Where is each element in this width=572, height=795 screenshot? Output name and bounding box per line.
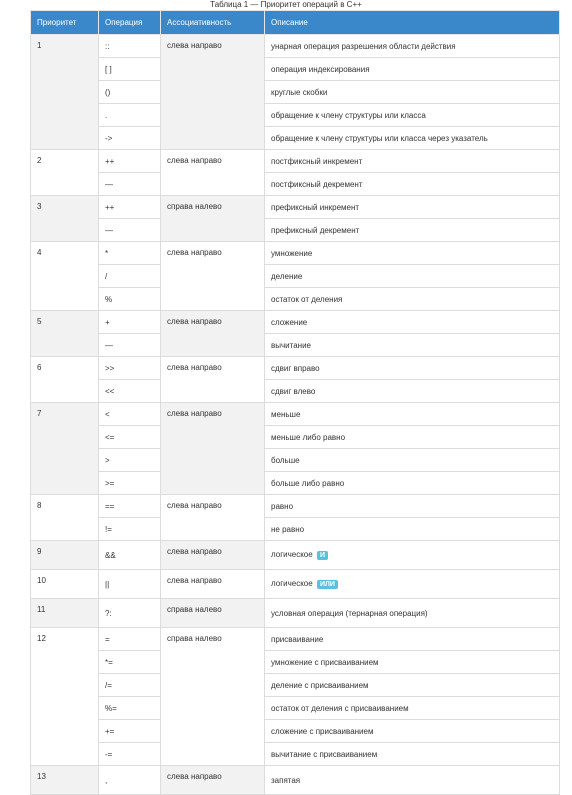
table-row xyxy=(31,150,560,173)
table-row xyxy=(31,196,560,219)
associativity-cell: справа налево xyxy=(161,599,265,628)
priority-group xyxy=(31,196,560,242)
header-operation: Операция xyxy=(99,11,161,35)
table-row xyxy=(31,380,560,403)
operation-cell: -> xyxy=(99,127,161,150)
operation-cell: -= xyxy=(99,743,161,766)
description-cell xyxy=(265,697,560,720)
description-cell xyxy=(265,651,560,674)
table-row xyxy=(31,766,560,795)
associativity-cell: справа налево xyxy=(161,196,265,242)
description-cell xyxy=(265,196,560,219)
description-text: обращение к члену структуры или класса xyxy=(271,110,426,120)
description-cell xyxy=(265,472,560,495)
description-cell xyxy=(265,720,560,743)
description-text: префиксный инкремент xyxy=(271,202,360,212)
table-caption: Таблица 1 — Приоритет операций в C++ xyxy=(210,0,362,9)
priority-cell: 5 xyxy=(31,311,99,357)
description-text: логическое xyxy=(271,550,313,560)
table-row xyxy=(31,541,560,570)
operation-cell: / xyxy=(99,265,161,288)
table-row xyxy=(31,599,560,628)
description-cell xyxy=(265,219,560,242)
description-cell xyxy=(265,81,560,104)
priority-cell: 4 xyxy=(31,242,99,311)
description-text: деление xyxy=(271,271,303,281)
operation-cell: != xyxy=(99,518,161,541)
priority-group xyxy=(31,570,560,599)
keyword-badge: И xyxy=(317,551,328,560)
table-row xyxy=(31,58,560,81)
table-row xyxy=(31,472,560,495)
description-text: сложение xyxy=(271,317,308,327)
operation-cell: >= xyxy=(99,472,161,495)
operation-cell: << xyxy=(99,380,161,403)
operation-cell: == xyxy=(99,495,161,518)
description-cell xyxy=(265,570,560,599)
header-description: Описание xyxy=(265,11,560,35)
table-row xyxy=(31,743,560,766)
operation-cell: [ ] xyxy=(99,58,161,81)
priority-group xyxy=(31,403,560,495)
operation-cell: > xyxy=(99,449,161,472)
table-row xyxy=(31,334,560,357)
description-cell xyxy=(265,541,560,570)
description-text: постфиксный инкремент xyxy=(271,156,363,166)
table-row xyxy=(31,242,560,265)
description-cell xyxy=(265,242,560,265)
associativity-cell: слева направо xyxy=(161,35,265,150)
operation-cell: <= xyxy=(99,426,161,449)
table-row xyxy=(31,265,560,288)
description-text: остаток от деления xyxy=(271,294,343,304)
description-text: остаток от деления с присваиванием xyxy=(271,703,409,713)
description-text: вычитание xyxy=(271,340,311,350)
operation-cell: . xyxy=(99,104,161,127)
associativity-cell: слева направо xyxy=(161,495,265,541)
table-row xyxy=(31,720,560,743)
associativity-cell: справа налево xyxy=(161,628,265,766)
priority-group xyxy=(31,242,560,311)
description-cell xyxy=(265,426,560,449)
priority-cell: 9 xyxy=(31,541,99,570)
operation-cell: && xyxy=(99,541,161,570)
table-row xyxy=(31,426,560,449)
description-cell xyxy=(265,288,560,311)
associativity-cell: слева направо xyxy=(161,766,265,795)
priority-group xyxy=(31,541,560,570)
operation-cell: * xyxy=(99,242,161,265)
associativity-cell: слева направо xyxy=(161,357,265,403)
description-text: вычитание с присваиванием xyxy=(271,749,378,759)
description-cell xyxy=(265,380,560,403)
description-text: присваивание xyxy=(271,634,324,644)
description-text: сдвиг влево xyxy=(271,386,316,396)
description-cell xyxy=(265,334,560,357)
description-text: логическое xyxy=(271,579,313,589)
associativity-cell: слева направо xyxy=(161,541,265,570)
description-text: меньше xyxy=(271,409,301,419)
description-text: сложение с присваиванием xyxy=(271,726,374,736)
header-priority: Приоритет xyxy=(31,11,99,35)
description-text: больше xyxy=(271,455,300,465)
associativity-cell: слева направо xyxy=(161,570,265,599)
description-text: деление с присваиванием xyxy=(271,680,369,690)
description-cell xyxy=(265,357,560,380)
priority-group xyxy=(31,599,560,628)
table-row xyxy=(31,495,560,518)
operation-cell: || xyxy=(99,570,161,599)
operation-cell: ++ xyxy=(99,196,161,219)
operation-cell: — xyxy=(99,173,161,196)
header-associativity: Ассоциативность xyxy=(161,11,265,35)
operation-cell: :: xyxy=(99,35,161,58)
priority-cell: 2 xyxy=(31,150,99,196)
description-cell xyxy=(265,518,560,541)
priority-group xyxy=(31,628,560,766)
description-cell xyxy=(265,265,560,288)
operation-cell: — xyxy=(99,334,161,357)
priority-group xyxy=(31,766,560,795)
description-cell xyxy=(265,449,560,472)
table-row xyxy=(31,173,560,196)
description-text: равно xyxy=(271,501,294,511)
description-cell xyxy=(265,495,560,518)
description-cell xyxy=(265,311,560,334)
description-text: постфиксный декремент xyxy=(271,179,363,189)
description-text: круглые скобки xyxy=(271,87,328,97)
operation-cell: — xyxy=(99,219,161,242)
priority-cell: 10 xyxy=(31,570,99,599)
priority-group xyxy=(31,150,560,196)
description-text: сдвиг вправо xyxy=(271,363,320,373)
operation-cell: >> xyxy=(99,357,161,380)
operation-cell: % xyxy=(99,288,161,311)
description-text: меньше либо равно xyxy=(271,432,346,442)
operation-cell: , xyxy=(99,766,161,795)
description-cell xyxy=(265,628,560,651)
table-row xyxy=(31,311,560,334)
description-cell xyxy=(265,403,560,426)
table-row xyxy=(31,403,560,426)
priority-cell: 3 xyxy=(31,196,99,242)
table-row xyxy=(31,674,560,697)
operation-cell: = xyxy=(99,628,161,651)
table-row xyxy=(31,570,560,599)
description-cell xyxy=(265,743,560,766)
description-text: условная операция (тернарная операция) xyxy=(271,608,428,618)
priority-group xyxy=(31,495,560,541)
keyword-badge: ИЛИ xyxy=(317,580,338,589)
operation-cell: + xyxy=(99,311,161,334)
operation-cell: %= xyxy=(99,697,161,720)
description-text: унарная операция разрешения области действия xyxy=(271,41,456,51)
table-row xyxy=(31,628,560,651)
priority-cell: 1 xyxy=(31,35,99,150)
table-row xyxy=(31,651,560,674)
table-row xyxy=(31,81,560,104)
table-row xyxy=(31,35,560,58)
operation-cell: += xyxy=(99,720,161,743)
description-cell xyxy=(265,674,560,697)
operation-cell: ?: xyxy=(99,599,161,628)
priority-cell: 11 xyxy=(31,599,99,628)
priority-cell: 12 xyxy=(31,628,99,766)
priority-group xyxy=(31,35,560,150)
table-row xyxy=(31,449,560,472)
priority-group xyxy=(31,357,560,403)
priority-cell: 13 xyxy=(31,766,99,795)
description-text: умножение xyxy=(271,248,313,258)
description-text: умножение с присваиванием xyxy=(271,657,379,667)
table-row xyxy=(31,127,560,150)
header-row xyxy=(31,11,560,35)
table-row xyxy=(31,104,560,127)
operation-cell: /= xyxy=(99,674,161,697)
description-text: запятая xyxy=(271,775,301,785)
description-text: больше либо равно xyxy=(271,478,345,488)
description-cell xyxy=(265,766,560,795)
priority-cell: 7 xyxy=(31,403,99,495)
table-row xyxy=(31,518,560,541)
description-text: обращение к члену структуры или класса через указатель xyxy=(271,133,488,143)
description-cell xyxy=(265,104,560,127)
description-text: префиксный декремент xyxy=(271,225,360,235)
description-cell xyxy=(265,35,560,58)
description-text: операция индексирования xyxy=(271,64,370,74)
table-header xyxy=(31,11,560,35)
priority-cell: 8 xyxy=(31,495,99,541)
description-cell xyxy=(265,150,560,173)
associativity-cell: слева направо xyxy=(161,150,265,196)
operation-cell: () xyxy=(99,81,161,104)
table-row xyxy=(31,288,560,311)
associativity-cell: слева направо xyxy=(161,311,265,357)
operation-cell: *= xyxy=(99,651,161,674)
priority-group xyxy=(31,311,560,357)
description-cell xyxy=(265,173,560,196)
priority-cell: 6 xyxy=(31,357,99,403)
associativity-cell: слева направо xyxy=(161,403,265,495)
operation-cell: ++ xyxy=(99,150,161,173)
operation-cell: < xyxy=(99,403,161,426)
description-text: не равно xyxy=(271,524,305,534)
table-row xyxy=(31,357,560,380)
associativity-cell: слева направо xyxy=(161,242,265,311)
description-cell xyxy=(265,599,560,628)
description-cell xyxy=(265,58,560,81)
table-row xyxy=(31,219,560,242)
priority-table xyxy=(30,10,560,795)
description-cell xyxy=(265,127,560,150)
table-row xyxy=(31,697,560,720)
